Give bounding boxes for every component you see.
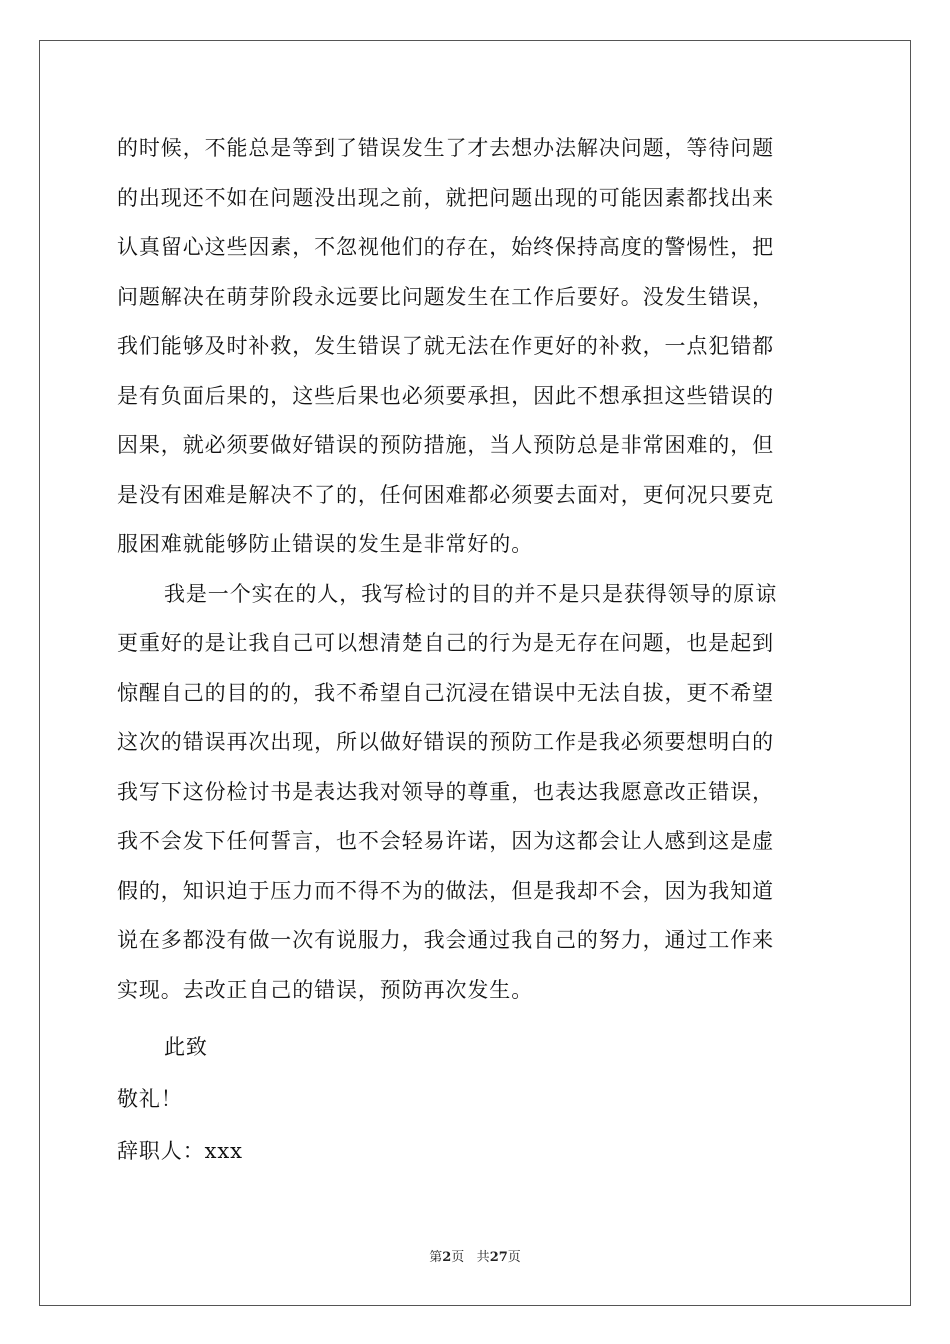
total-pages-number: 27	[489, 1250, 508, 1265]
text-line: 假的，知识迫于压力而不得不为的做法，但是我却不会，因为我知道	[117, 878, 774, 903]
text-line: 实现。去改正自己的错误，预防再次发生。	[117, 977, 534, 1002]
text-line: 是没有困难是解决不了的，任何困难都必须要去面对，更何况只要克	[117, 482, 774, 507]
text-line: 服困难就能够防止错误的发生是非常好的。	[117, 532, 534, 556]
regards: 敬礼！	[117, 1087, 183, 1111]
text-line: 我写下这份检讨书是表达我对领导的尊重，也表达我愿意改正错误，	[117, 779, 774, 804]
salutation: 此致	[164, 1035, 208, 1059]
letter-closing	[117, 1021, 832, 1177]
footer-total-suffix: 页	[507, 1250, 521, 1265]
text-line: 惊醒自己的目的的，我不希望自己沉浸在错误中无法自拔，更不希望	[117, 680, 774, 705]
text-line: 的时候，不能总是等到了错误发生了才去想办法解决问题，等待问题	[117, 136, 774, 160]
signature: 辞职人：xxx	[117, 1139, 243, 1163]
text-line: 更重好的是让我自己可以想清楚自己的行为是无存在问题，也是起到	[117, 631, 774, 655]
text-line: 我是一个实在的人，我写检讨的目的并不是只是获得领导的原谅	[164, 581, 778, 606]
text-line: 的出现还不如在问题没出现之前，就把问题出现的可能因素都找出来	[117, 185, 774, 210]
text-line: 因果，就必须要做好错误的预防措施，当人预防总是非常困难的，但	[117, 433, 774, 457]
text-line: 说在多都没有做一次有说服力，我会通过我自己的努力，通过工作来	[117, 928, 774, 952]
current-page-number: 2	[442, 1250, 452, 1265]
footer-total-prefix: 共	[476, 1250, 490, 1265]
footer-page-suffix: 页	[451, 1250, 465, 1265]
text-line: 认真留心这些因素，不忽视他们的存在，始终保持高度的警惕性，把	[117, 235, 774, 259]
text-line: 我不会发下任何誓言，也不会轻易许诺，因为这都会让人感到这是虚	[117, 829, 774, 853]
text-line: 是有负面后果的，这些后果也必须要承担，因此不想承担这些错误的	[117, 383, 774, 408]
text-line: 问题解决在萌芽阶段永远要比问题发生在工作后要好。没发生错误，	[117, 284, 774, 309]
footer-prefix: 第	[429, 1250, 443, 1265]
text-line: 这次的错误再次出现，所以做好错误的预防工作是我必须要想明白的	[117, 730, 774, 754]
document-body	[117, 124, 832, 1015]
page-number-footer	[0, 1246, 950, 1265]
text-line: 我们能够及时补救，发生错误了就无法在作更好的补救，一点犯错都	[117, 334, 774, 358]
